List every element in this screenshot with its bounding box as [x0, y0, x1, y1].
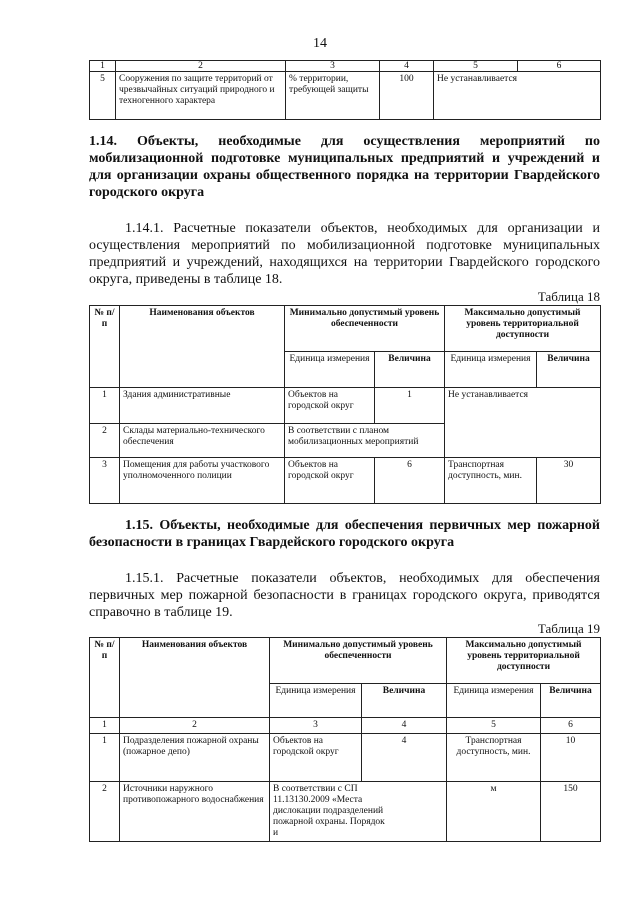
- value: 100: [380, 72, 434, 120]
- header-max-level: Максимально допустимый уровень территориальной доступности: [445, 306, 601, 352]
- access-unit: Транспортная доступность, мин.: [445, 458, 537, 504]
- header-min-level: Минимально допустимый уровень обеспеченности: [270, 638, 447, 684]
- unit: В соответствии с планом мобилизационных мероприятий: [285, 424, 445, 458]
- accessibility: Не устанавливается: [445, 388, 601, 458]
- colnum: 3: [286, 61, 380, 72]
- table-row: [90, 388, 601, 424]
- colnum: 3: [270, 718, 362, 734]
- colnum: 6: [518, 61, 601, 72]
- colnum: 1: [90, 718, 120, 734]
- table-row: [90, 458, 601, 504]
- object-name: Склады материально-технического обеспечения: [120, 424, 285, 458]
- column-number-row: [90, 718, 601, 734]
- unit: % территории, требующей защиты: [286, 72, 380, 120]
- header-unit: Единица измерения: [447, 684, 541, 718]
- header-value: Величина: [362, 684, 447, 718]
- object-name: Сооружения по защите территорий от чрезвычайных ситуаций природного и техногенного характера: [116, 72, 286, 120]
- colnum: 1: [90, 61, 116, 72]
- header-value: Величина: [541, 684, 601, 718]
- access-value: 150: [541, 782, 601, 842]
- object-name: Подразделения пожарной охраны (пожарное депо): [120, 734, 270, 782]
- paragraph-1-15-1: 1.15.1. Расчетные показатели объектов, необходимых для обеспечения первичных мер пожарной безопасности в границах городского округа, приводятся справочно в таблице 19.: [89, 571, 600, 620]
- table-19-caption: Таблица 19: [537, 621, 600, 636]
- colnum: 6: [541, 718, 601, 734]
- row-number: 1: [90, 734, 120, 782]
- row-number: 2: [90, 782, 120, 842]
- paragraph-1-14-1: 1.14.1. Расчетные показатели объектов, необходимых для организации и осуществления мероприятий по мобилизационной подготовке муниципальных предприятий и учреждений, находящихся на территории Гвардейского городского округа, приведены в таблице 18.: [89, 221, 600, 287]
- row-number: 1: [90, 388, 120, 424]
- table-row: [90, 734, 601, 782]
- value: 1: [375, 388, 445, 424]
- header-max-level: Максимально допустимый уровень территориальной доступности: [447, 638, 601, 684]
- table-18: [89, 305, 601, 504]
- header-object-name: Наименования объектов: [120, 306, 285, 388]
- row-number: 2: [90, 424, 120, 458]
- header-unit: Единица измерения: [445, 352, 537, 388]
- table-row: [90, 782, 601, 842]
- unit: В соответствии с СП 11.13130.2009 «Места дислокации подразделений пожарной охраны. Порядок и: [270, 782, 447, 842]
- colnum: 4: [362, 718, 447, 734]
- page-number: 14: [313, 36, 327, 51]
- unit: Объектов на городской округ: [285, 458, 375, 504]
- object-name: Источники наружного противопожарного водоснабжения: [120, 782, 270, 842]
- header-unit: Единица измерения: [285, 352, 375, 388]
- top-table: [89, 60, 601, 120]
- value: 4: [362, 734, 447, 782]
- table-18-caption: Таблица 18: [537, 289, 600, 304]
- object-name: Помещения для работы участкового уполномоченного полиции: [120, 458, 285, 504]
- table-19: [89, 637, 601, 842]
- colnum: 2: [120, 718, 270, 734]
- table-row: [90, 72, 601, 120]
- row-number: 3: [90, 458, 120, 504]
- header-object-name: Наименования объектов: [120, 638, 270, 718]
- header-min-level: Минимально допустимый уровень обеспеченности: [285, 306, 445, 352]
- header-number: № п/п: [90, 638, 120, 718]
- accessibility: Не устанавливается: [434, 72, 601, 120]
- access-unit: Транспортная доступность, мин.: [447, 734, 541, 782]
- value: 6: [375, 458, 445, 504]
- column-number-row: [90, 61, 601, 72]
- unit: Объектов на городской округ: [270, 734, 362, 782]
- header-unit: Единица измерения: [270, 684, 362, 718]
- row-number: 5: [90, 72, 116, 120]
- unit: Объектов на городской округ: [285, 388, 375, 424]
- access-value: 30: [537, 458, 601, 504]
- header-value: Величина: [537, 352, 601, 388]
- colnum: 2: [116, 61, 286, 72]
- colnum: 5: [434, 61, 518, 72]
- access-unit: м: [447, 782, 541, 842]
- colnum: 4: [380, 61, 434, 72]
- header-number: № п/п: [90, 306, 120, 388]
- section-heading-1-14: 1.14. Объекты, необходимые для осуществления мероприятий по мобилизационной подготовке муниципальных предприятий и учреждений и для организации охраны общественного порядка на территории Гвардейского городского округа: [89, 134, 600, 200]
- access-value: 10: [541, 734, 601, 782]
- header-value: Величина: [375, 352, 445, 388]
- colnum: 5: [447, 718, 541, 734]
- section-heading-1-15: 1.15. Объекты, необходимые для обеспечения первичных мер пожарной безопасности в границах Гвардейского городского округа: [89, 518, 600, 550]
- object-name: Здания административные: [120, 388, 285, 424]
